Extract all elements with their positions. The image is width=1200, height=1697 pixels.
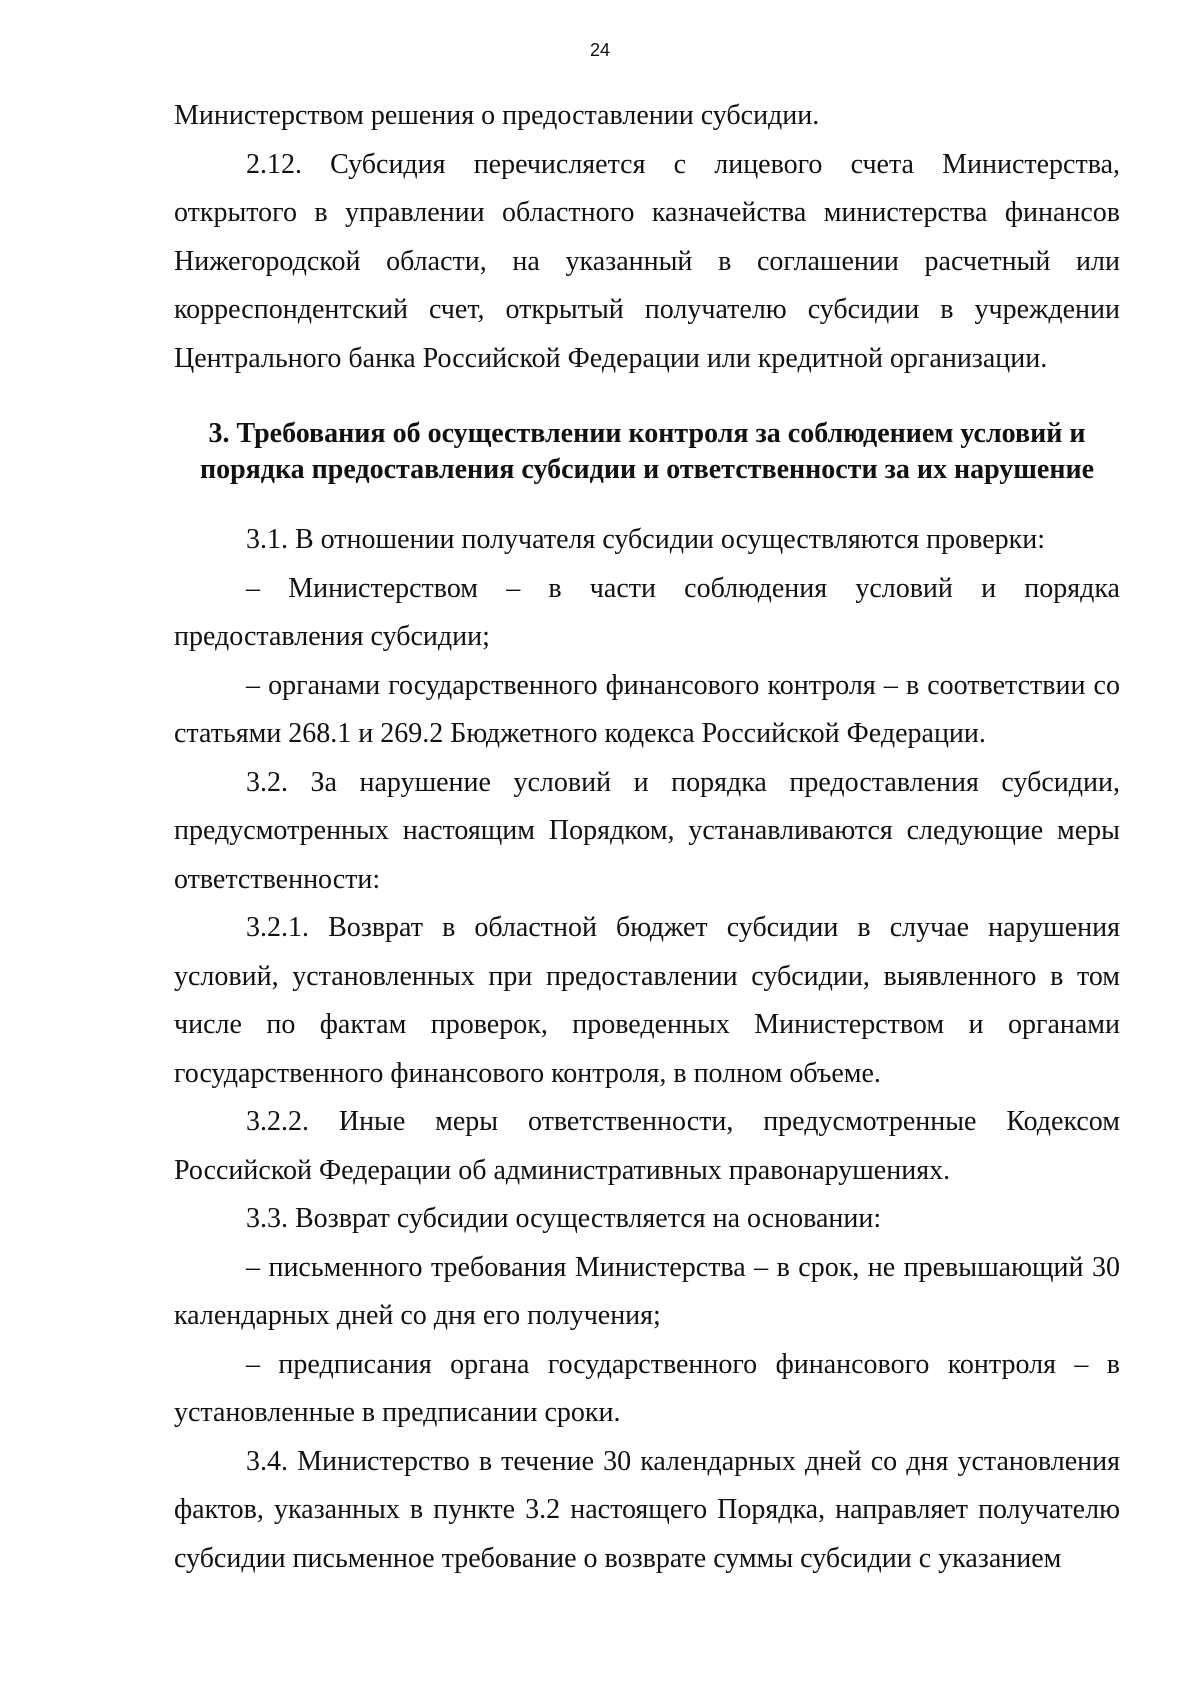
paragraph-3-3-item-requirement: – письменного требования Министерства – в срок, не превышающий 30 календарных дней со дня его получения; xyxy=(174,1251,1120,1331)
paragraph-3-3: 3.3. Возврат субсидии осуществляется на основании: xyxy=(246,1203,882,1234)
page-number: 24 xyxy=(589,40,611,60)
paragraph-3-2: 3.2. За нарушение условий и порядка предоставления субсидии, предусмотренных настоящим Порядком, устанавливаются следующие меры ответственности: xyxy=(174,766,1120,895)
paragraph-3-2-2: 3.2.2. Иные меры ответственности, предусмотренные Кодексом Российской Федерации об административных правонарушениях. xyxy=(174,1106,1120,1186)
document-body xyxy=(174,92,1120,1583)
section-heading-line-1: 3. Требования об осуществлении контроля за соблюдением условий и xyxy=(208,418,1086,449)
paragraph-3-1: 3.1. В отношении получателя субсидии осуществляются проверки: xyxy=(246,524,1045,555)
paragraph-3-2-1: 3.2.1. Возврат в областной бюджет субсидии в случае нарушения условий, установленных при предоставлении субсидии, выявленного в том числе по фактам проверок, проведенных Министерством и органами государственного финансового контроля, в полном объеме. xyxy=(174,912,1120,1089)
paragraph-3-3-item-prescription: – предписания органа государственного финансового контроля – в установленные в предписании сроки. xyxy=(174,1348,1120,1428)
paragraph-3-1-item-control-bodies: – органами государственного финансового контроля – в соответствии со статьями 268.1 и 269.2 Бюджетного кодекса Российской Федерации. xyxy=(174,669,1120,749)
section-heading-line-2: порядка предоставления субсидии и ответственности за их нарушение xyxy=(199,454,1095,485)
section-heading xyxy=(174,416,1120,488)
paragraph-3-4: 3.4. Министерство в течение 30 календарных дней со дня установления фактов, указанных в пункте 3.2 настоящего Порядка, направляет получателю субсидии письменное требование о возврате суммы субсидии с указанием xyxy=(174,1445,1120,1574)
paragraph-continuation: Министерством решения о предоставлении субсидии. xyxy=(174,100,820,131)
paragraph-3-1-item-ministry: – Министерством – в части соблюдения условий и порядка предоставления субсидии; xyxy=(174,572,1120,652)
paragraph-2-12: 2.12. Субсидия перечисляется с лицевого счета Министерства, открытого в управлении областного казначейства министерства финансов Нижегородской области, на указанный в соглашении расчетный или корреспондентский счет, открытый получателю субсидии в учреждении Центрального банка Российской Федерации или кредитной организации. xyxy=(174,148,1120,374)
